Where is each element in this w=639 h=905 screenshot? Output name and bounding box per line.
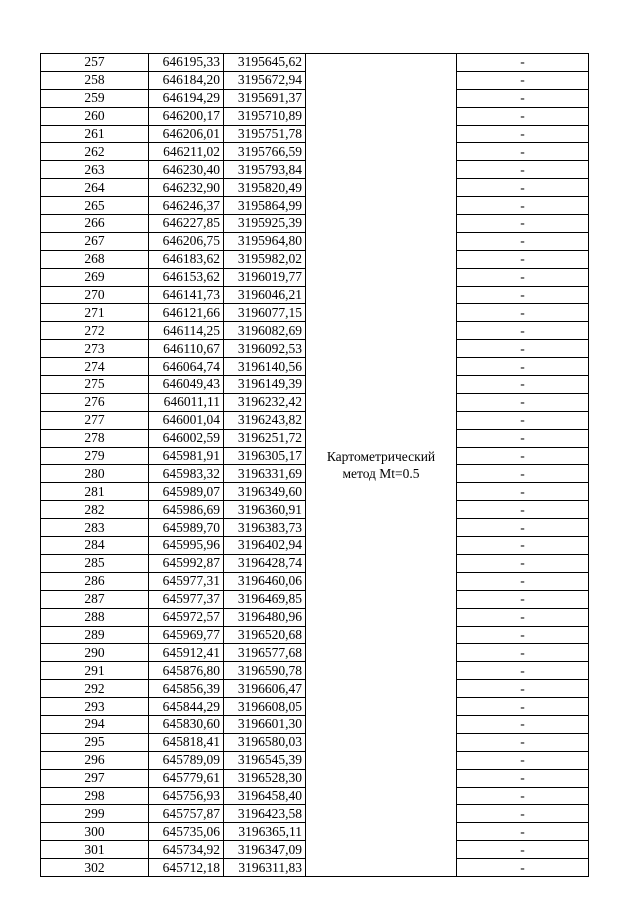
y-coordinate-cell: 3196019,77 — [224, 268, 306, 286]
y-coordinate-cell: 3196423,58 — [224, 805, 306, 823]
x-coordinate-cell: 645972,57 — [149, 608, 224, 626]
value-cell: - — [457, 340, 589, 358]
y-coordinate-cell: 3195691,37 — [224, 89, 306, 107]
x-coordinate-cell: 646195,33 — [149, 54, 224, 72]
x-coordinate-cell: 646230,40 — [149, 161, 224, 179]
y-coordinate-cell: 3196469,85 — [224, 590, 306, 608]
value-cell: - — [457, 107, 589, 125]
x-coordinate-cell: 645912,41 — [149, 644, 224, 662]
value-cell: - — [457, 376, 589, 394]
value-cell: - — [457, 161, 589, 179]
x-coordinate-cell: 645756,93 — [149, 787, 224, 805]
x-coordinate-cell: 645818,41 — [149, 733, 224, 751]
x-coordinate-cell: 646194,29 — [149, 89, 224, 107]
point-number-cell: 271 — [41, 304, 149, 322]
value-cell: - — [457, 859, 589, 877]
x-coordinate-cell: 646011,11 — [149, 393, 224, 411]
y-coordinate-cell: 3196046,21 — [224, 286, 306, 304]
x-coordinate-cell: 645735,06 — [149, 823, 224, 841]
value-cell: - — [457, 197, 589, 215]
value-cell: - — [457, 483, 589, 501]
point-number-cell: 298 — [41, 787, 149, 805]
x-coordinate-cell: 645779,61 — [149, 769, 224, 787]
x-coordinate-cell: 645969,77 — [149, 626, 224, 644]
point-number-cell: 296 — [41, 751, 149, 769]
point-number-cell: 279 — [41, 447, 149, 465]
point-number-cell: 278 — [41, 429, 149, 447]
x-coordinate-cell: 646141,73 — [149, 286, 224, 304]
point-number-cell: 270 — [41, 286, 149, 304]
x-coordinate-cell: 646064,74 — [149, 358, 224, 376]
x-coordinate-cell: 646232,90 — [149, 179, 224, 197]
y-coordinate-cell: 3196580,03 — [224, 733, 306, 751]
point-number-cell: 274 — [41, 358, 149, 376]
x-coordinate-cell: 646114,25 — [149, 322, 224, 340]
x-coordinate-cell: 645989,70 — [149, 519, 224, 537]
point-number-cell: 294 — [41, 715, 149, 733]
value-cell: - — [457, 680, 589, 698]
table-row — [41, 54, 589, 72]
point-number-cell: 299 — [41, 805, 149, 823]
x-coordinate-cell: 645986,69 — [149, 501, 224, 519]
y-coordinate-cell: 3196402,94 — [224, 537, 306, 555]
x-coordinate-cell: 645995,96 — [149, 537, 224, 555]
value-cell: - — [457, 751, 589, 769]
point-number-cell: 286 — [41, 572, 149, 590]
point-number-cell: 266 — [41, 215, 149, 233]
y-coordinate-cell: 3196590,78 — [224, 662, 306, 680]
x-coordinate-cell: 646206,01 — [149, 125, 224, 143]
x-coordinate-cell: 646110,67 — [149, 340, 224, 358]
point-number-cell: 275 — [41, 376, 149, 394]
value-cell: - — [457, 537, 589, 555]
point-number-cell: 281 — [41, 483, 149, 501]
value-cell: - — [457, 841, 589, 859]
x-coordinate-cell: 646184,20 — [149, 71, 224, 89]
x-coordinate-cell: 645977,31 — [149, 572, 224, 590]
value-cell: - — [457, 501, 589, 519]
y-coordinate-cell: 3196606,47 — [224, 680, 306, 698]
y-coordinate-cell: 3196545,39 — [224, 751, 306, 769]
x-coordinate-cell: 646049,43 — [149, 376, 224, 394]
x-coordinate-cell: 645757,87 — [149, 805, 224, 823]
y-coordinate-cell: 3196251,72 — [224, 429, 306, 447]
y-coordinate-cell: 3195766,59 — [224, 143, 306, 161]
point-number-cell: 264 — [41, 179, 149, 197]
y-coordinate-cell: 3196383,73 — [224, 519, 306, 537]
coordinates-table — [40, 53, 589, 877]
value-cell: - — [457, 250, 589, 268]
point-number-cell: 283 — [41, 519, 149, 537]
point-number-cell: 263 — [41, 161, 149, 179]
method-cell — [306, 54, 457, 877]
point-number-cell: 259 — [41, 89, 149, 107]
point-number-cell: 301 — [41, 841, 149, 859]
value-cell: - — [457, 608, 589, 626]
point-number-cell: 272 — [41, 322, 149, 340]
value-cell: - — [457, 429, 589, 447]
point-number-cell: 268 — [41, 250, 149, 268]
y-coordinate-cell: 3195645,62 — [224, 54, 306, 72]
x-coordinate-cell: 645977,37 — [149, 590, 224, 608]
x-coordinate-cell: 646121,66 — [149, 304, 224, 322]
value-cell: - — [457, 590, 589, 608]
value-cell: - — [457, 286, 589, 304]
value-cell: - — [457, 215, 589, 233]
y-coordinate-cell: 3196140,56 — [224, 358, 306, 376]
y-coordinate-cell: 3195864,99 — [224, 197, 306, 215]
value-cell: - — [457, 268, 589, 286]
x-coordinate-cell: 645734,92 — [149, 841, 224, 859]
y-coordinate-cell: 3196360,91 — [224, 501, 306, 519]
value-cell: - — [457, 572, 589, 590]
value-cell: - — [457, 662, 589, 680]
value-cell: - — [457, 733, 589, 751]
y-coordinate-cell: 3196311,83 — [224, 859, 306, 877]
y-coordinate-cell: 3196458,40 — [224, 787, 306, 805]
x-coordinate-cell: 645981,91 — [149, 447, 224, 465]
x-coordinate-cell: 645844,29 — [149, 698, 224, 716]
value-cell: - — [457, 698, 589, 716]
x-coordinate-cell: 646246,37 — [149, 197, 224, 215]
method-line-1: Картометрический — [326, 448, 436, 464]
y-coordinate-cell: 3196365,11 — [224, 823, 306, 841]
value-cell: - — [457, 393, 589, 411]
value-cell: - — [457, 769, 589, 787]
point-number-cell: 297 — [41, 769, 149, 787]
value-cell: - — [457, 143, 589, 161]
y-coordinate-cell: 3196349,60 — [224, 483, 306, 501]
y-coordinate-cell: 3195793,84 — [224, 161, 306, 179]
x-coordinate-cell: 646200,17 — [149, 107, 224, 125]
value-cell: - — [457, 179, 589, 197]
y-coordinate-cell: 3195751,78 — [224, 125, 306, 143]
x-coordinate-cell: 646183,62 — [149, 250, 224, 268]
value-cell: - — [457, 465, 589, 483]
value-cell: - — [457, 322, 589, 340]
y-coordinate-cell: 3196528,30 — [224, 769, 306, 787]
value-cell: - — [457, 89, 589, 107]
x-coordinate-cell: 645856,39 — [149, 680, 224, 698]
point-number-cell: 302 — [41, 859, 149, 877]
point-number-cell: 267 — [41, 232, 149, 250]
point-number-cell: 285 — [41, 554, 149, 572]
value-cell: - — [457, 411, 589, 429]
y-coordinate-cell: 3196608,05 — [224, 698, 306, 716]
value-cell: - — [457, 358, 589, 376]
point-number-cell: 258 — [41, 71, 149, 89]
point-number-cell: 277 — [41, 411, 149, 429]
point-number-cell: 290 — [41, 644, 149, 662]
x-coordinate-cell: 645789,09 — [149, 751, 224, 769]
y-coordinate-cell: 3196331,69 — [224, 465, 306, 483]
point-number-cell: 293 — [41, 698, 149, 716]
x-coordinate-cell: 645992,87 — [149, 554, 224, 572]
x-coordinate-cell: 646211,02 — [149, 143, 224, 161]
point-number-cell: 289 — [41, 626, 149, 644]
y-coordinate-cell: 3195820,49 — [224, 179, 306, 197]
y-coordinate-cell: 3196347,09 — [224, 841, 306, 859]
value-cell: - — [457, 644, 589, 662]
y-coordinate-cell: 3196460,06 — [224, 572, 306, 590]
value-cell: - — [457, 626, 589, 644]
y-coordinate-cell: 3196520,68 — [224, 626, 306, 644]
point-number-cell: 280 — [41, 465, 149, 483]
y-coordinate-cell: 3196480,96 — [224, 608, 306, 626]
point-number-cell: 292 — [41, 680, 149, 698]
y-coordinate-cell: 3195925,39 — [224, 215, 306, 233]
x-coordinate-cell: 646153,62 — [149, 268, 224, 286]
value-cell: - — [457, 554, 589, 572]
point-number-cell: 287 — [41, 590, 149, 608]
point-number-cell: 284 — [41, 537, 149, 555]
y-coordinate-cell: 3196577,68 — [224, 644, 306, 662]
point-number-cell: 300 — [41, 823, 149, 841]
point-number-cell: 262 — [41, 143, 149, 161]
point-number-cell: 261 — [41, 125, 149, 143]
method-line-2: метод Mt=0.5 — [342, 465, 420, 481]
point-number-cell: 269 — [41, 268, 149, 286]
value-cell: - — [457, 54, 589, 72]
y-coordinate-cell: 3195672,94 — [224, 71, 306, 89]
point-number-cell: 273 — [41, 340, 149, 358]
x-coordinate-cell: 646227,85 — [149, 215, 224, 233]
y-coordinate-cell: 3196232,42 — [224, 393, 306, 411]
value-cell: - — [457, 447, 589, 465]
value-cell: - — [457, 519, 589, 537]
value-cell: - — [457, 805, 589, 823]
value-cell: - — [457, 787, 589, 805]
point-number-cell: 265 — [41, 197, 149, 215]
y-coordinate-cell: 3195964,80 — [224, 232, 306, 250]
y-coordinate-cell: 3196601,30 — [224, 715, 306, 733]
point-number-cell: 260 — [41, 107, 149, 125]
value-cell: - — [457, 715, 589, 733]
y-coordinate-cell: 3196092,53 — [224, 340, 306, 358]
x-coordinate-cell: 645830,60 — [149, 715, 224, 733]
point-number-cell: 257 — [41, 54, 149, 72]
y-coordinate-cell: 3196077,15 — [224, 304, 306, 322]
y-coordinate-cell: 3195710,89 — [224, 107, 306, 125]
x-coordinate-cell: 645712,18 — [149, 859, 224, 877]
point-number-cell: 288 — [41, 608, 149, 626]
value-cell: - — [457, 125, 589, 143]
x-coordinate-cell: 645983,32 — [149, 465, 224, 483]
y-coordinate-cell: 3196149,39 — [224, 376, 306, 394]
y-coordinate-cell: 3196082,69 — [224, 322, 306, 340]
coordinates-table-body — [41, 54, 589, 877]
y-coordinate-cell: 3196428,74 — [224, 554, 306, 572]
x-coordinate-cell: 646001,04 — [149, 411, 224, 429]
value-cell: - — [457, 71, 589, 89]
point-number-cell: 295 — [41, 733, 149, 751]
point-number-cell: 291 — [41, 662, 149, 680]
x-coordinate-cell: 645876,80 — [149, 662, 224, 680]
point-number-cell: 282 — [41, 501, 149, 519]
x-coordinate-cell: 645989,07 — [149, 483, 224, 501]
x-coordinate-cell: 646002,59 — [149, 429, 224, 447]
x-coordinate-cell: 646206,75 — [149, 232, 224, 250]
value-cell: - — [457, 232, 589, 250]
value-cell: - — [457, 823, 589, 841]
value-cell: - — [457, 304, 589, 322]
y-coordinate-cell: 3196243,82 — [224, 411, 306, 429]
y-coordinate-cell: 3195982,02 — [224, 250, 306, 268]
y-coordinate-cell: 3196305,17 — [224, 447, 306, 465]
point-number-cell: 276 — [41, 393, 149, 411]
